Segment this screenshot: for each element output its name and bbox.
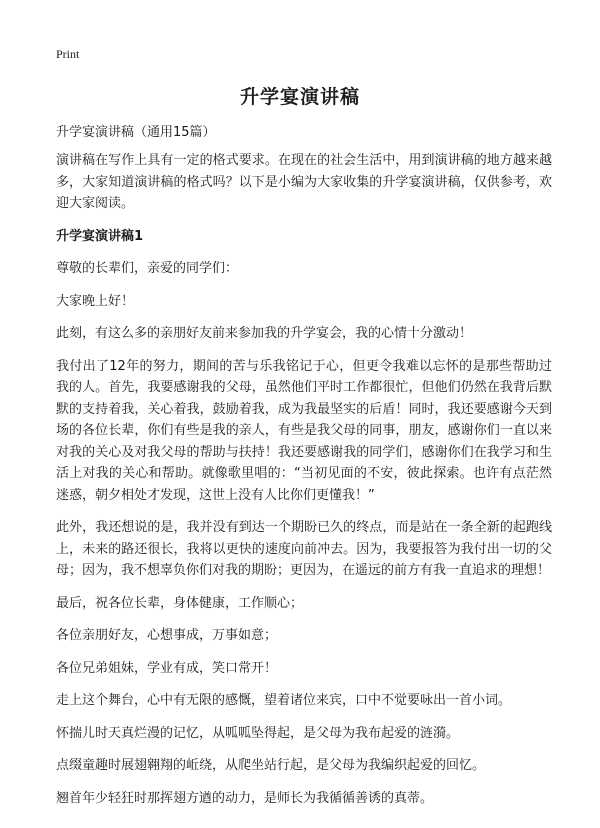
body-paragraph: 点缀童趣时展翅翱翔的岴绕，从爬坐站行起，是父母为我编织起爱的回忆。 (56, 758, 486, 773)
body-paragraph: 怀揣儿时天真烂漫的记忆，从呱呱坠得起，是父母为我布起爱的涟漪。 (56, 725, 460, 741)
body-paragraph: 尊敬的长辈们，亲爱的同学们： (56, 261, 239, 276)
print-link[interactable]: Print (56, 47, 80, 61)
body-paragraph: 各位亲朋好友，心想事成，万事如意； (56, 628, 278, 643)
article-body (56, 150, 552, 820)
intro-paragraph: 演讲稿在写作上具有一定的格式要求。在现在的社会生活中，用到演讲稿的地方越来越多，大家知道演讲稿的格式吗？以下是小编为大家收集的升学宴演讲稿，仅供参考，欢迎大家阅读。 (56, 153, 552, 211)
body-paragraph: 此外，我还想说的是，我并没有到达一个期盼已久的终点，而是站在一条全新的起跑线上，未来的路还很长，我将以更快的速度向前冲去。因为，我要报答为我付出一切的父母；因为，我不想辜负你们对我的期盼；更因为，在遥远的前方有我一直追求的理想！ (56, 520, 552, 578)
page-title: 升学宴演讲稿 (239, 86, 360, 108)
body-paragraph: 此刻，有这么多的亲朋好友前来参加我的升学宴会，我的心情十分激动！ (56, 326, 473, 341)
section-heading: 升学宴演讲稿1 (56, 228, 144, 244)
body-paragraph: 走上这个舞台，心中有无限的感慨，望着诸位来宾，口中不觉要咏出一首小词。 (56, 693, 512, 708)
body-paragraph: 翘首年少轻狂时那挥翅方遒的动力，是师长为我循循善诱的真蒂。 (56, 790, 434, 806)
body-paragraph: 大家晚上好！ (56, 293, 135, 309)
body-paragraph: 最后，祝各位长辈，身体健康，工作顺心； (56, 595, 304, 611)
document-subtitle: 升学宴演讲稿（通用15篇） (56, 125, 216, 140)
body-paragraph: 我付出了12年的努力，期间的苦与乐我铭记于心，但更令我难以忘怀的是那些帮助过我的人。首先，我要感谢我的父母，虽然他们平时工作都很忙，但他们仍然在我背后默默的支持着我，关心着我，鼓励着我，成为我最坚实的后盾！同时，我还要感谢今天到场的各位长辈，你们有些是我的亲人，有些是我父母的同事，朋友，感谢你们一直以来对我的关心及对我父母的帮助与扶持！我还要感谢我的同学们，感谢你们在我学习和生活上对我的关心和帮助。就像歌里唱的：“当初见面的不安，彼此探索。也许有点茫然迷惑，朝夕相处才发现，这世上没有人比你们更懂我！” (56, 358, 552, 503)
body-paragraph: 各位兄弟姐妹，学业有成，笑口常开！ (56, 660, 278, 676)
